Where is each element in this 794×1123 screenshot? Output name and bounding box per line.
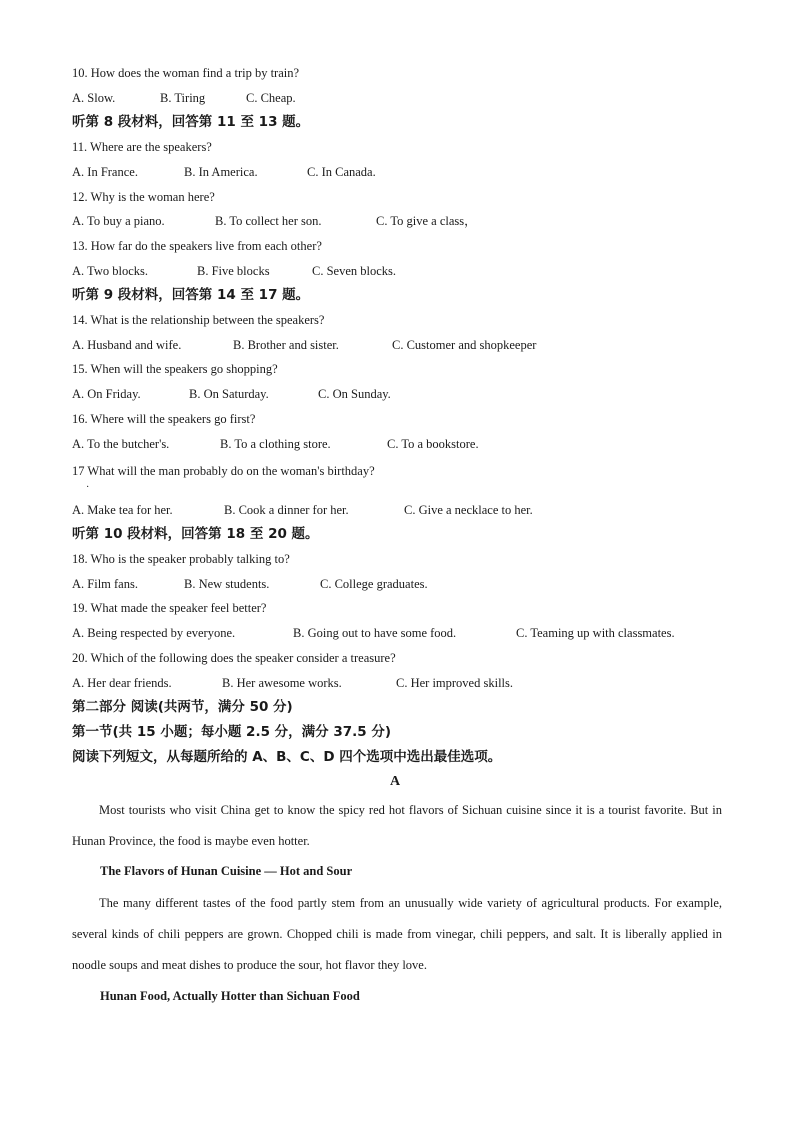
option-c: C. College graduates. (320, 577, 428, 591)
option-b: B. Tiring (160, 91, 206, 105)
option-b: B. Five blocks (197, 264, 270, 278)
question-13: 13. How far do the speakers live from each other? (72, 239, 322, 253)
option-c: C. On Sunday. (318, 387, 391, 401)
instructions: 阅读下列短文，从每题所给的 A、B、C、D 四个选项中选出最佳选项。 (72, 749, 502, 765)
question-12: 12. Why is the woman here? (72, 190, 215, 204)
option-a: A. Slow. (72, 91, 116, 105)
option-c: C. To give a class， (376, 214, 477, 228)
option-a: A. Make tea for her. (72, 503, 173, 517)
option-a: A. In France. (72, 165, 138, 179)
option-c: C. Seven blocks. (312, 264, 397, 278)
question-18: 18. Who is the speaker probably talking to? (72, 552, 290, 566)
section-heading-8: 听第 8 段材料，回答第 11 至 13 题。 (72, 114, 310, 130)
question-17: 17 What will the man probably do on the woman's birthday? (72, 464, 375, 478)
passage-paragraph-1 (72, 795, 722, 857)
passage-label: A (390, 774, 401, 789)
option-a: A. Two blocks. (72, 264, 148, 278)
section1-heading: 第一节(共 15 小题；每小题 2.5 分，满分 37.5 分) (72, 724, 392, 740)
option-c: C. Her improved skills. (396, 676, 514, 690)
option-b: B. To collect her son. (215, 214, 322, 228)
paragraph-text: Most tourists who visit China get to know the spicy red hot flavors of Sichuan cuisine since it is a tourist favorite. But in Hunan Province, the food is maybe even hotter. (72, 803, 722, 848)
question-16: 16. Where will the speakers go first? (72, 412, 256, 426)
question-11: 11. Where are the speakers? (72, 140, 212, 154)
passage-subheading-2: Hunan Food, Actually Hotter than Sichuan Food (100, 989, 360, 1003)
question-15: 15. When will the speakers go shopping? (72, 362, 278, 376)
question-20: 20. Which of the following does the speaker consider a treasure? (72, 651, 396, 665)
section-heading-9: 听第 9 段材料，回答第 14 至 17 题。 (72, 287, 310, 303)
option-b: B. Going out to have some food. (293, 626, 457, 640)
option-b: B. Her awesome works. (222, 676, 342, 690)
option-c: C. In Canada. (307, 165, 376, 179)
passage-subheading-1: The Flavors of Hunan Cuisine — Hot and Sour (100, 864, 353, 878)
question-10: 10. How does the woman find a trip by train? (72, 66, 300, 80)
option-b: B. To a clothing store. (220, 437, 331, 451)
option-c: C. Customer and shopkeeper (392, 338, 537, 352)
option-c: C. Cheap. (246, 91, 296, 105)
option-a: A. Being respected by everyone. (72, 626, 236, 640)
paragraph-text: The many different tastes of the food partly stem from an unusually wide variety of agricultural products. For example, several kinds of chili peppers are grown. Chopped chili is made from vinegar, chili peppers, and salt. It is liberally applied in noodle soups and meat dishes to produce the sour, hot flavor they love. (72, 896, 722, 972)
option-c: C. To a bookstore. (387, 437, 479, 451)
option-b: B. In America. (184, 165, 258, 179)
option-a: A. Her dear friends. (72, 676, 172, 690)
stray-mark: · (86, 482, 90, 493)
option-a: A. Husband and wife. (72, 338, 182, 352)
option-c: C. Teaming up with classmates. (516, 626, 675, 640)
section-heading-10: 听第 10 段材料，回答第 18 至 20 题。 (72, 526, 319, 542)
option-b: B. New students. (184, 577, 270, 591)
passage-paragraph-2 (72, 888, 722, 981)
question-19: 19. What made the speaker feel better? (72, 601, 267, 615)
option-a: A. To buy a piano. (72, 214, 165, 228)
option-b: B. Brother and sister. (233, 338, 339, 352)
option-a: A. Film fans. (72, 577, 138, 591)
part2-heading: 第二部分 阅读(共两节，满分 50 分) (72, 699, 293, 715)
option-b: B. Cook a dinner for her. (224, 503, 349, 517)
question-14: 14. What is the relationship between the speakers? (72, 313, 325, 327)
option-c: C. Give a necklace to her. (404, 503, 533, 517)
option-a: A. To the butcher's. (72, 437, 170, 451)
option-a: A. On Friday. (72, 387, 141, 401)
option-b: B. On Saturday. (189, 387, 269, 401)
